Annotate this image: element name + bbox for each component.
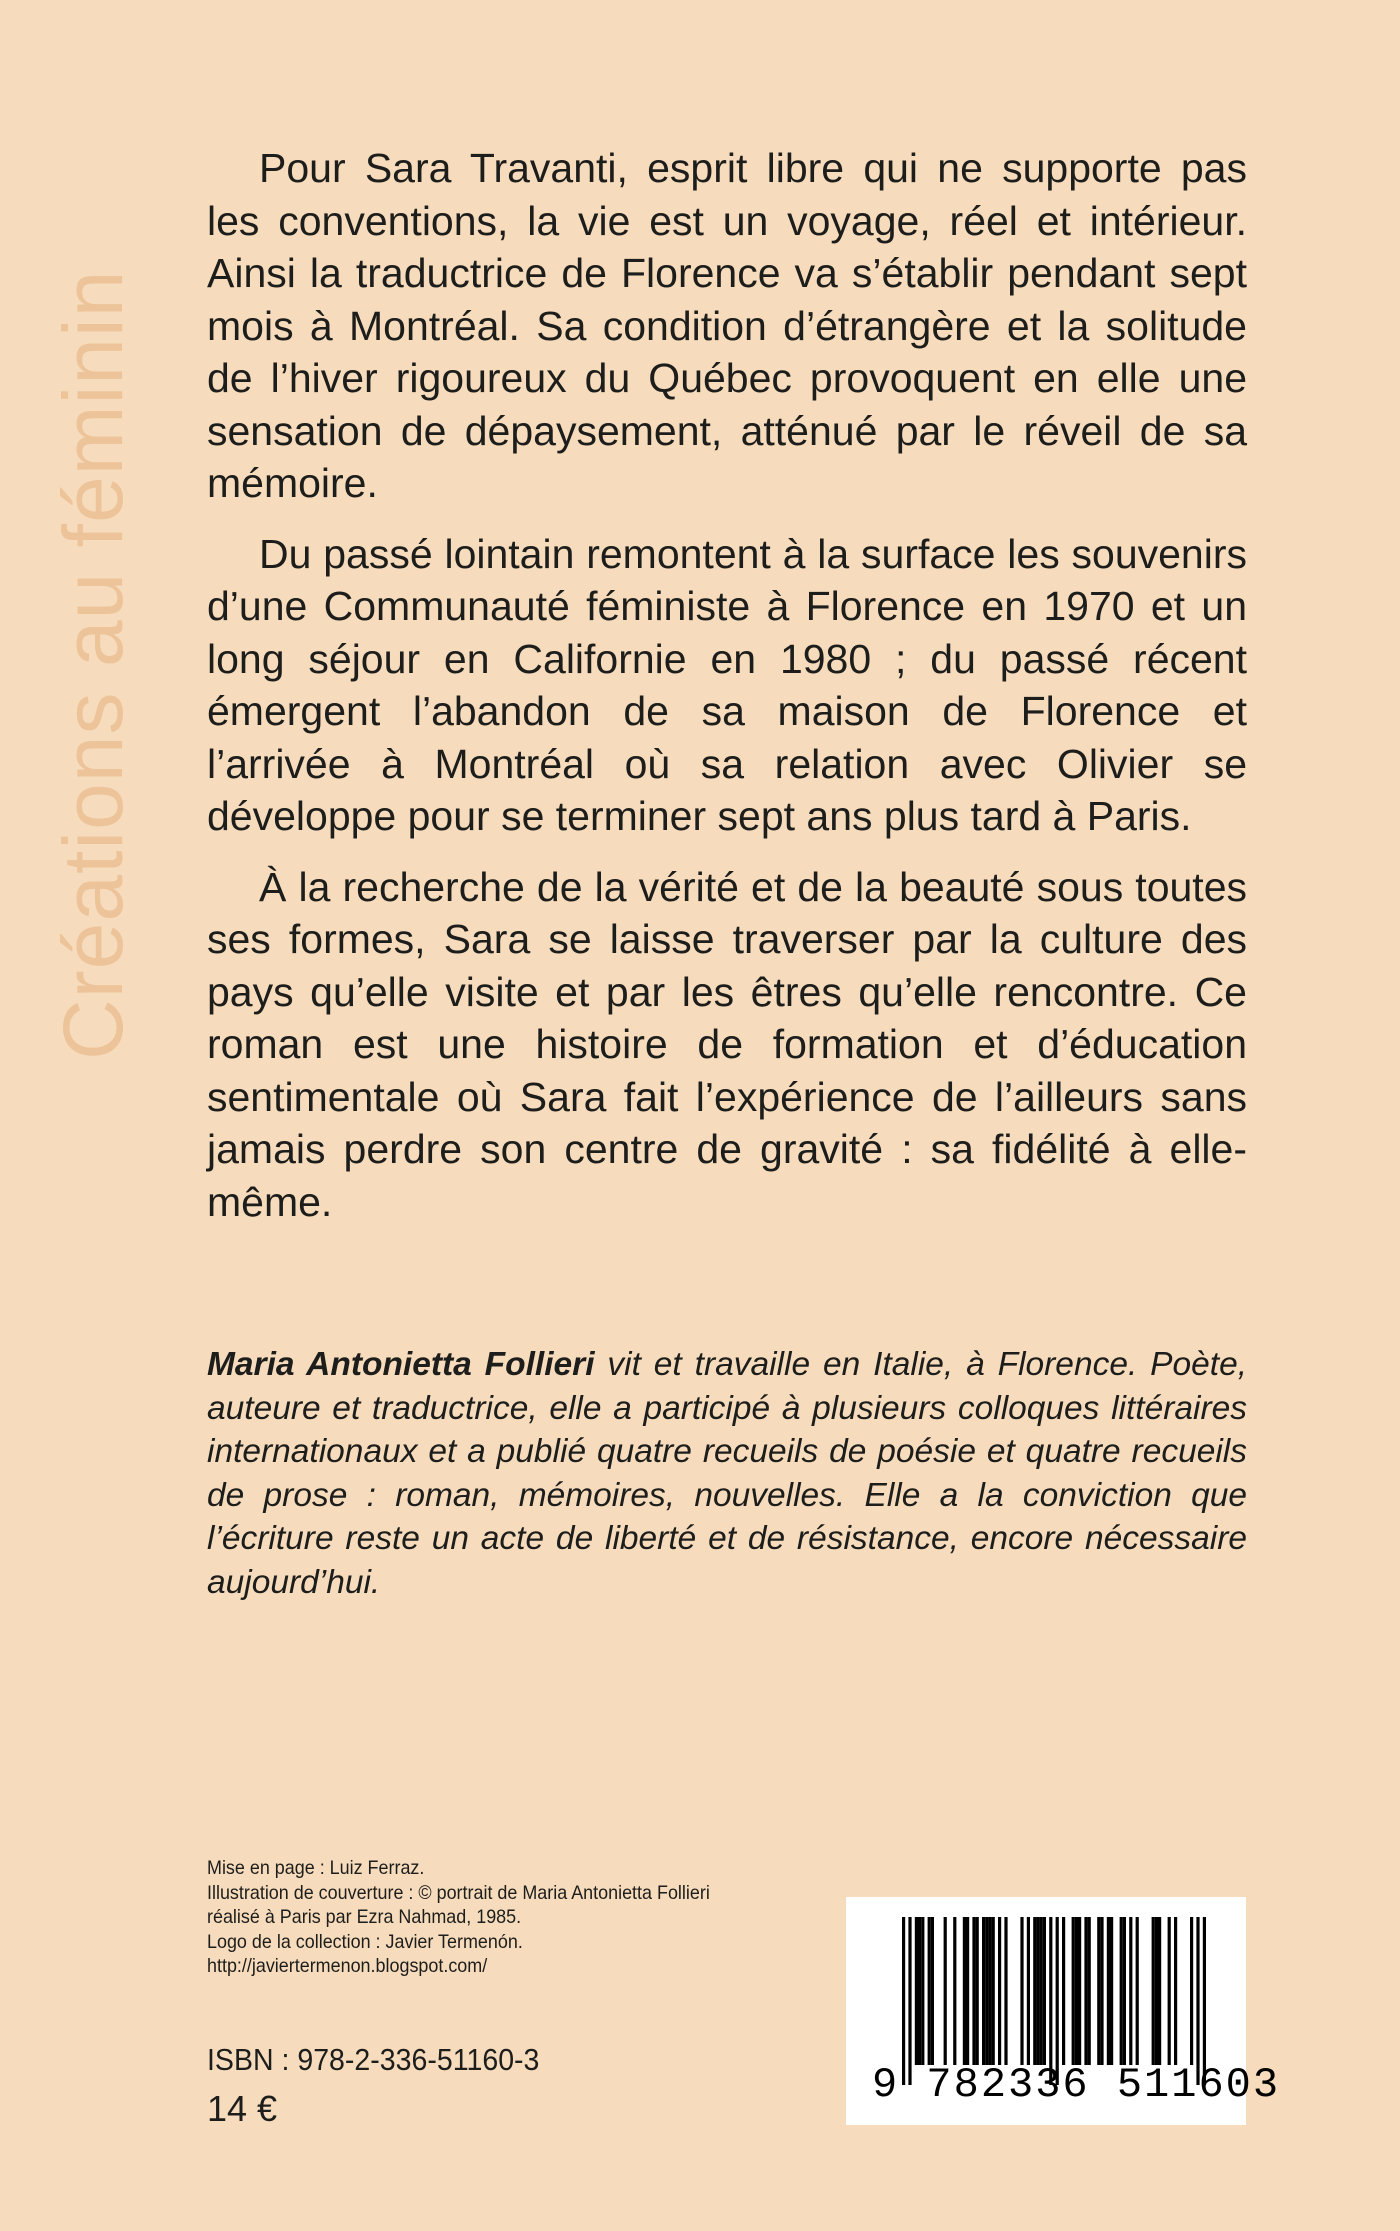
barcode-bar xyxy=(1196,1917,1199,2085)
credit-line: Illustration de couverture : © portrait de Maria Antonietta Follieri xyxy=(207,1881,710,1904)
barcode-bar xyxy=(966,1917,969,2065)
barcode-bar xyxy=(915,1917,918,2065)
barcode-bar xyxy=(1136,1917,1139,2065)
barcode-bar xyxy=(963,1917,966,2065)
barcode-bar xyxy=(1036,1917,1039,2065)
barcode-bar xyxy=(1056,1917,1059,2085)
barcode-bar xyxy=(1129,1917,1132,2065)
barcode-bar xyxy=(1020,1917,1023,2065)
barcode-bar xyxy=(1097,1917,1100,2065)
blurb-paragraph: Du passé lointain remontent à la surface les souvenirs d’une Communauté féministe à Florence en 1970 et un long séjour en Californie en 1980 ; du passé récent émergent l’abandon de sa maison de Florence et l’arrivée à Montréal où sa relation avec Olivier se développe pour se terminer sept ans plus tard à Paris. xyxy=(207,530,1247,839)
author-bio-text: vit et travaille en Italie, à Florence. Poète, auteure et traductrice, elle a participé à plusieurs colloques littéraires internationaux et a publié quatre recueils de poésie et quatre recueils de prose : roman, mémoires, nouvelles. Elle a la conviction que l’écriture reste un acte de liberté et de résistance, encore nécessaire aujourd’hui. xyxy=(207,1346,1248,1601)
barcode-bar xyxy=(976,1917,979,2065)
credit-line: Logo de la collection : Javier Termenón. xyxy=(207,1930,523,1953)
barcode-bar xyxy=(1123,1917,1126,2065)
barcode-bar xyxy=(1190,1917,1193,2065)
author-name: Maria Antonietta Follieri xyxy=(207,1346,595,1383)
credit-line: Mise en page : Luiz Ferraz. xyxy=(207,1857,425,1879)
credit-line: http://javiertermenon.blogspot.com/ xyxy=(207,1955,488,1977)
barcode-bar xyxy=(908,1917,911,2085)
credit-line: réalisé à Paris par Ezra Nahmad, 1985. xyxy=(207,1906,522,1928)
collection-title: Créations au féminin xyxy=(46,269,140,1060)
barcode-bar xyxy=(982,1917,985,2065)
barcode-bar xyxy=(985,1917,988,2065)
barcode-bar xyxy=(1203,1917,1206,2085)
isbn: ISBN : 978-2-336-51160-3 xyxy=(207,2042,540,2077)
barcode-bar xyxy=(1174,1917,1177,2065)
barcode-bar xyxy=(1040,1917,1043,2065)
barcode-bar xyxy=(1168,1917,1171,2065)
barcode-bar xyxy=(1110,1917,1113,2065)
blurb-paragraph: À la recherche de la vérité et de la beauté sous toutes ses formes, Sara se laisse traverser par la culture des pays qu’elle visite et par les êtres qu’elle rencontre. Ce roman est une histoire de formation et d’éducation sentimentale où Sara fait l’expérience de l’ailleurs sans jamais perdre son centre de gravité : sa fidélité à elle-même. xyxy=(207,863,1247,1225)
barcode-digits: 9 782336 511603 xyxy=(872,2061,1281,2109)
barcode-bar xyxy=(931,1917,934,2065)
barcode-bar xyxy=(902,1917,905,2085)
barcode-bar xyxy=(1088,1917,1091,2065)
barcode-bar xyxy=(988,1917,991,2065)
author-bio xyxy=(207,1343,1247,1604)
barcode-bar xyxy=(998,1917,1001,2065)
barcode-bar xyxy=(1100,1917,1103,2065)
barcode-bar xyxy=(1027,1917,1030,2065)
blurb-paragraph: Pour Sara Travanti, esprit libre qui ne supporte pas les conventions, la vie est un voyage, réel et intérieur. Ainsi la traductrice de Florence va s’établir pendant sept mois à Montréal. Sa condition d’étrangère et la solitude de l’hiver rigoureux du Québec provoquent en elle une sensation de dépaysement, atténué par le réveil de sa mémoire. xyxy=(207,145,1247,506)
barcode-bar xyxy=(918,1917,921,2065)
barcode-bar xyxy=(944,1917,947,2065)
credits xyxy=(207,1856,777,1979)
barcode-bar xyxy=(1075,1917,1078,2065)
barcode-bar xyxy=(1049,1917,1052,2085)
barcode-bar xyxy=(1120,1917,1123,2065)
price: 14 € xyxy=(207,2088,278,2129)
barcode-bar xyxy=(1152,1917,1155,2065)
barcode-bar xyxy=(1033,1917,1036,2065)
barcode-bar xyxy=(1072,1917,1075,2065)
barcode-bar xyxy=(1062,1917,1065,2065)
barcode-bar xyxy=(928,1917,931,2065)
barcode-bar xyxy=(1158,1917,1161,2065)
barcode xyxy=(846,1897,1281,2125)
barcode-bar xyxy=(953,1917,956,2065)
barcode-bar xyxy=(1043,1917,1046,2065)
barcode-bar xyxy=(921,1917,924,2065)
barcode-bar xyxy=(972,1917,975,2065)
barcode-bar xyxy=(1155,1917,1158,2065)
barcode-bar xyxy=(1078,1917,1081,2065)
barcode-bar xyxy=(1084,1917,1087,2065)
barcode-bar xyxy=(992,1917,995,2065)
barcode-bar xyxy=(1107,1917,1110,2065)
blurb xyxy=(207,142,1247,1246)
barcode-bar xyxy=(1004,1917,1007,2065)
